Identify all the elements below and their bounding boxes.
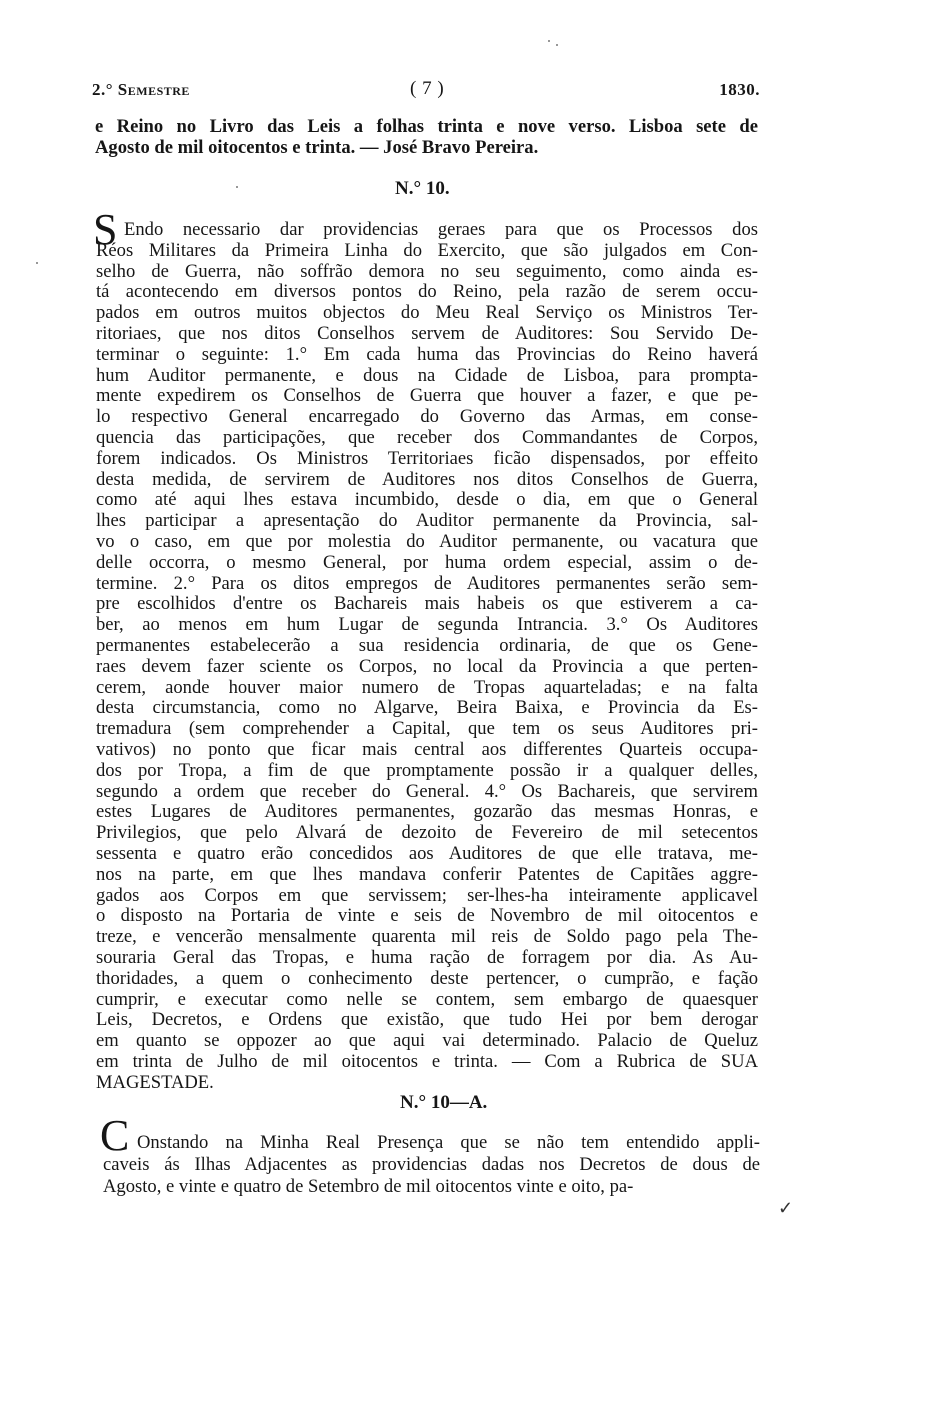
body-line: caveis ás Ilhas Adjacentes as providencias dadas nos Decretos de dous de <box>103 1154 760 1175</box>
body-line: gados aos Corpos em que servissem; ser-lhes-ha inteiramente applicavel <box>96 884 758 906</box>
decree-number: N.° 10—A. <box>400 1092 488 1113</box>
body-line: em quanto se oppozer ao que aqui vai determinado. Palacio de Queluz <box>96 1030 758 1052</box>
body-line: tremadura (sem comprehender a Capital, que tem os seus Auditores pri- <box>96 718 758 740</box>
margin-mark: ✓ <box>778 1198 794 1218</box>
body-line: Privilegios, que pelo Alvará de dezoito de Fevereiro de mil setecentos <box>96 822 758 844</box>
running-header <box>92 78 760 104</box>
page-number: ( 7 ) <box>410 78 445 99</box>
body-line: treze, e vencerão mensalmente quarenta mil reis de Soldo pago pela The- <box>96 926 758 948</box>
body-line: vativos) no ponto que ficar mais central aos differentes Quarteis occupa- <box>96 739 758 760</box>
body-line: thoridades, a quem o conhecimento deste pertencer, o cumprão, e fação <box>96 967 758 989</box>
drop-cap: S <box>93 205 118 254</box>
body-line: lhes participar a apresentação do Auditor permanente da Provincia, sal- <box>96 510 758 532</box>
body-line: forem indicados. Os Ministros Territoriaes ficão dispensados, por effeito <box>96 447 758 469</box>
body-line: Endo necessario dar providencias geraes para que os Processos dos <box>124 219 758 240</box>
body-line: selho de Guerra, não soffrão demora no seu seguimento, como ainda es- <box>96 260 758 282</box>
body-line: o disposto na Portaria de vinte e seis de Novembro de mil oitocentos e <box>96 905 758 927</box>
body-line: segundo a ordem que receber do General. 4.° Os Bachareis, que servirem <box>96 780 758 802</box>
body-line: desta medida, de servirem de Auditores nos ditos Conselhos de Guerra, <box>96 468 758 490</box>
scan-speck <box>36 262 38 264</box>
continuation-line: Agosto de mil oitocentos e trinta. — José Bravo Pereira. <box>95 137 539 158</box>
header-year: 1830. <box>719 80 760 99</box>
body-line: souraria Geral das Tropas, e huma ração de forragem por dia. As Au- <box>96 947 758 968</box>
continuation-line: e Reino no Livro das Leis a folhas trinta e nove verso. Lisboa sete de <box>95 116 758 137</box>
drop-cap: C <box>100 1111 130 1160</box>
body-line: permanentes estabelecerão a sua residencia ordinaria, de que os Gene- <box>96 635 758 656</box>
body-line: sessenta e quatro erão concedidos aos Auditores de que elle tratava, me- <box>96 843 758 864</box>
body-line: vo o caso, em que por molestia do Auditor permanente, ou vacatura que <box>96 531 758 552</box>
body-line: lo respectivo General encarregado do Governo das Armas, em conse- <box>96 406 758 428</box>
body-line: ritoriaes, que nos ditos Conselhos servem de Auditores: Sou Servido De- <box>96 323 758 344</box>
body-line: mente expedirem os Conselhos de Guerra que houver a fazer, e que pe- <box>96 385 758 407</box>
body-line: ber, ao menos em hum Lugar de segunda Intrancia. 3.° Os Auditores <box>96 614 758 636</box>
body-line: pre escolhidos d'entre os Bachareis mais habeis os que estiverem a ca- <box>96 593 758 615</box>
body-line: pados em outros muitos objectos do Meu Real Serviço os Ministros Ter- <box>96 302 758 324</box>
body-line: estes Lugares de Auditores permanentes, gozarão das mesmas Honras, e <box>96 801 758 823</box>
body-line: cerem, aonde houver maior numero de Tropas aquarteladas; e na falta <box>96 676 758 698</box>
body-line: Réos Militares da Primeira Linha do Exercito, que são julgados em Con- <box>96 239 758 261</box>
decree-number: N.° 10. <box>395 178 450 199</box>
scan-speck <box>556 44 558 46</box>
body-line: MAGESTADE. <box>96 1071 214 1093</box>
scan-speck <box>548 40 550 42</box>
body-line: Leis, Decretos, e Ordens que existão, que tudo Hei por bem derogar <box>96 1009 758 1031</box>
body-line: desta circumstancia, como no Algarve, Beira Baixa, e Provincia da Es- <box>96 697 758 719</box>
body-line: hum Auditor permanente, e dous na Cidade de Lisboa, para prompta- <box>96 364 758 386</box>
body-line: dos por Tropa, a fim de que promptamente possão ir a qualquer delles, <box>96 759 758 781</box>
body-line: delle occorra, o mesmo General, por huma ordem especial, assim o de- <box>96 551 758 573</box>
body-line: Agosto, e vinte e quatro de Setembro de mil oitocentos vinte e oito, pa- <box>103 1176 634 1197</box>
body-line: tá acontecendo em diversos pontos do Reino, pela razão de serem occu- <box>96 281 758 303</box>
body-line: como até aqui lhes estava incumbido, desde o dia, em que o General <box>96 489 758 511</box>
body-line: quencia das participações, que receber dos Commandantes de Corpos, <box>96 427 758 448</box>
header-semester: 2.° Semestre <box>92 80 190 99</box>
body-line: raes devem fazer sciente os Corpos, no local da Provincia a que perten- <box>96 655 758 677</box>
body-line: Onstando na Minha Real Presença que se não tem entendido appli- <box>137 1132 760 1153</box>
body-line: cumprir, e executar como nelle se contem, sem embargo de quaesquer <box>96 988 758 1010</box>
scan-speck <box>236 186 238 188</box>
body-line: nos na parte, em que lhes mandava conferir Patentes de Capitães aggre- <box>96 863 758 885</box>
body-line: em trinta de Julho de mil oitocentos e trinta. — Com a Rubrica de SUA <box>96 1051 758 1072</box>
body-line: termine. 2.° Para os ditos empregos de Auditores permanentes serão sem- <box>96 572 758 594</box>
body-line: terminar o seguinte: 1.° Em cada huma das Provincias do Reino haverá <box>96 343 758 365</box>
